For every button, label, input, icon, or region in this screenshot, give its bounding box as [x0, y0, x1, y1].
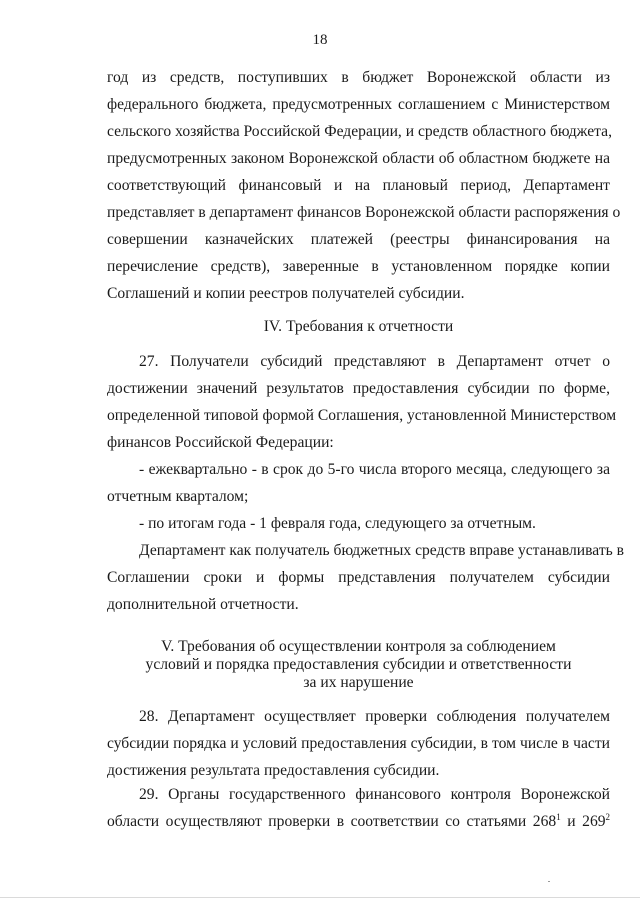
article-superscript: 2 — [605, 812, 611, 822]
paragraph-line: Соглашений и копии реестров получателей субсидии. — [107, 285, 465, 302]
page-number: 18 — [312, 32, 328, 48]
reporting-list — [107, 456, 610, 537]
paragraph-line: Департамент как получатель бюджетных средств вправе устанавливать в — [139, 542, 625, 559]
paragraph-line: перечисление средств), заверенные в установленном порядке копии — [107, 258, 610, 275]
paragraph-line: определенной типовой формой Соглашения, установленной Министерством — [107, 407, 617, 424]
paragraph-line: совершении казначейских платежей (реестры финансирования на — [107, 231, 610, 248]
scan-bottom-edge — [0, 897, 640, 898]
list-item-line: - ежеквартально - в срок до 5-го числа второго месяца, следующего за — [139, 461, 610, 478]
paragraph-line: достижении значений результатов предоставления субсидии по форме, — [107, 380, 610, 397]
paragraph-line: год из средств, поступивших в бюджет Воронежской области из — [107, 69, 610, 86]
paragraph-29 — [107, 781, 610, 835]
section-title: IV. Требования к отчетности — [263, 318, 454, 335]
section-title-line: за их нарушение — [303, 674, 414, 691]
paragraph-line: предусмотренных законом Воронежской области об областном бюджете на — [107, 150, 610, 167]
article-number: 268 — [532, 813, 557, 830]
conjunction: и — [567, 813, 576, 830]
section-5-heading — [107, 638, 610, 692]
article-number: 269 — [582, 813, 606, 830]
continuation-paragraph — [107, 64, 621, 307]
department-paragraph — [107, 537, 625, 618]
paragraph-line: представляет в департамент финансов Воронежской области распоряжения о — [107, 204, 621, 221]
paragraph-line: Соглашении сроки и формы представления получателем субсидии — [107, 569, 610, 586]
section-title-line: V. Требования об осуществлении контроля за соблюдением — [161, 638, 556, 655]
paragraph-28 — [107, 703, 610, 784]
paragraph-line: сельского хозяйства Российской Федерации, и средств областного бюджета, — [107, 123, 612, 140]
paragraph-line: 29. Органы государственного финансового контроля Воронежской — [139, 786, 610, 803]
paragraph-line: дополнительной отчетности. — [107, 596, 299, 613]
paragraph-line: соответствующий финансовый и на плановый период, Департамент — [107, 177, 610, 194]
articles-text: области осуществляют проверки в соответствии со статьями — [107, 813, 527, 830]
list-item-line: отчетным кварталом; — [107, 488, 249, 505]
article-superscript: 1 — [556, 812, 561, 822]
paragraph-27 — [107, 348, 617, 456]
paragraph-line: финансов Российской Федерации: — [107, 434, 334, 451]
paragraph-line: субсидии порядка и условий предоставления субсидии, в том числе в части — [107, 735, 610, 752]
paragraph-line: достижения результата предоставления субсидии. — [107, 762, 440, 779]
paragraph-line: 28. Департамент осуществляет проверки соблюдения получателем — [139, 708, 610, 725]
section-title-line: условий и порядка предоставления субсидии и ответственности — [145, 656, 572, 673]
paragraph-line-with-articles — [107, 808, 610, 835]
paragraph-line: 27. Получатели субсидий представляют в Департамент отчет о — [139, 353, 610, 370]
scan-speck — [548, 881, 550, 882]
list-item-line: - по итогам года - 1 февраля года, следующего за отчетным. — [139, 515, 536, 532]
paragraph-line: федерального бюджета, предусмотренных соглашением с Министерством — [107, 96, 610, 113]
section-4-heading — [107, 318, 610, 336]
